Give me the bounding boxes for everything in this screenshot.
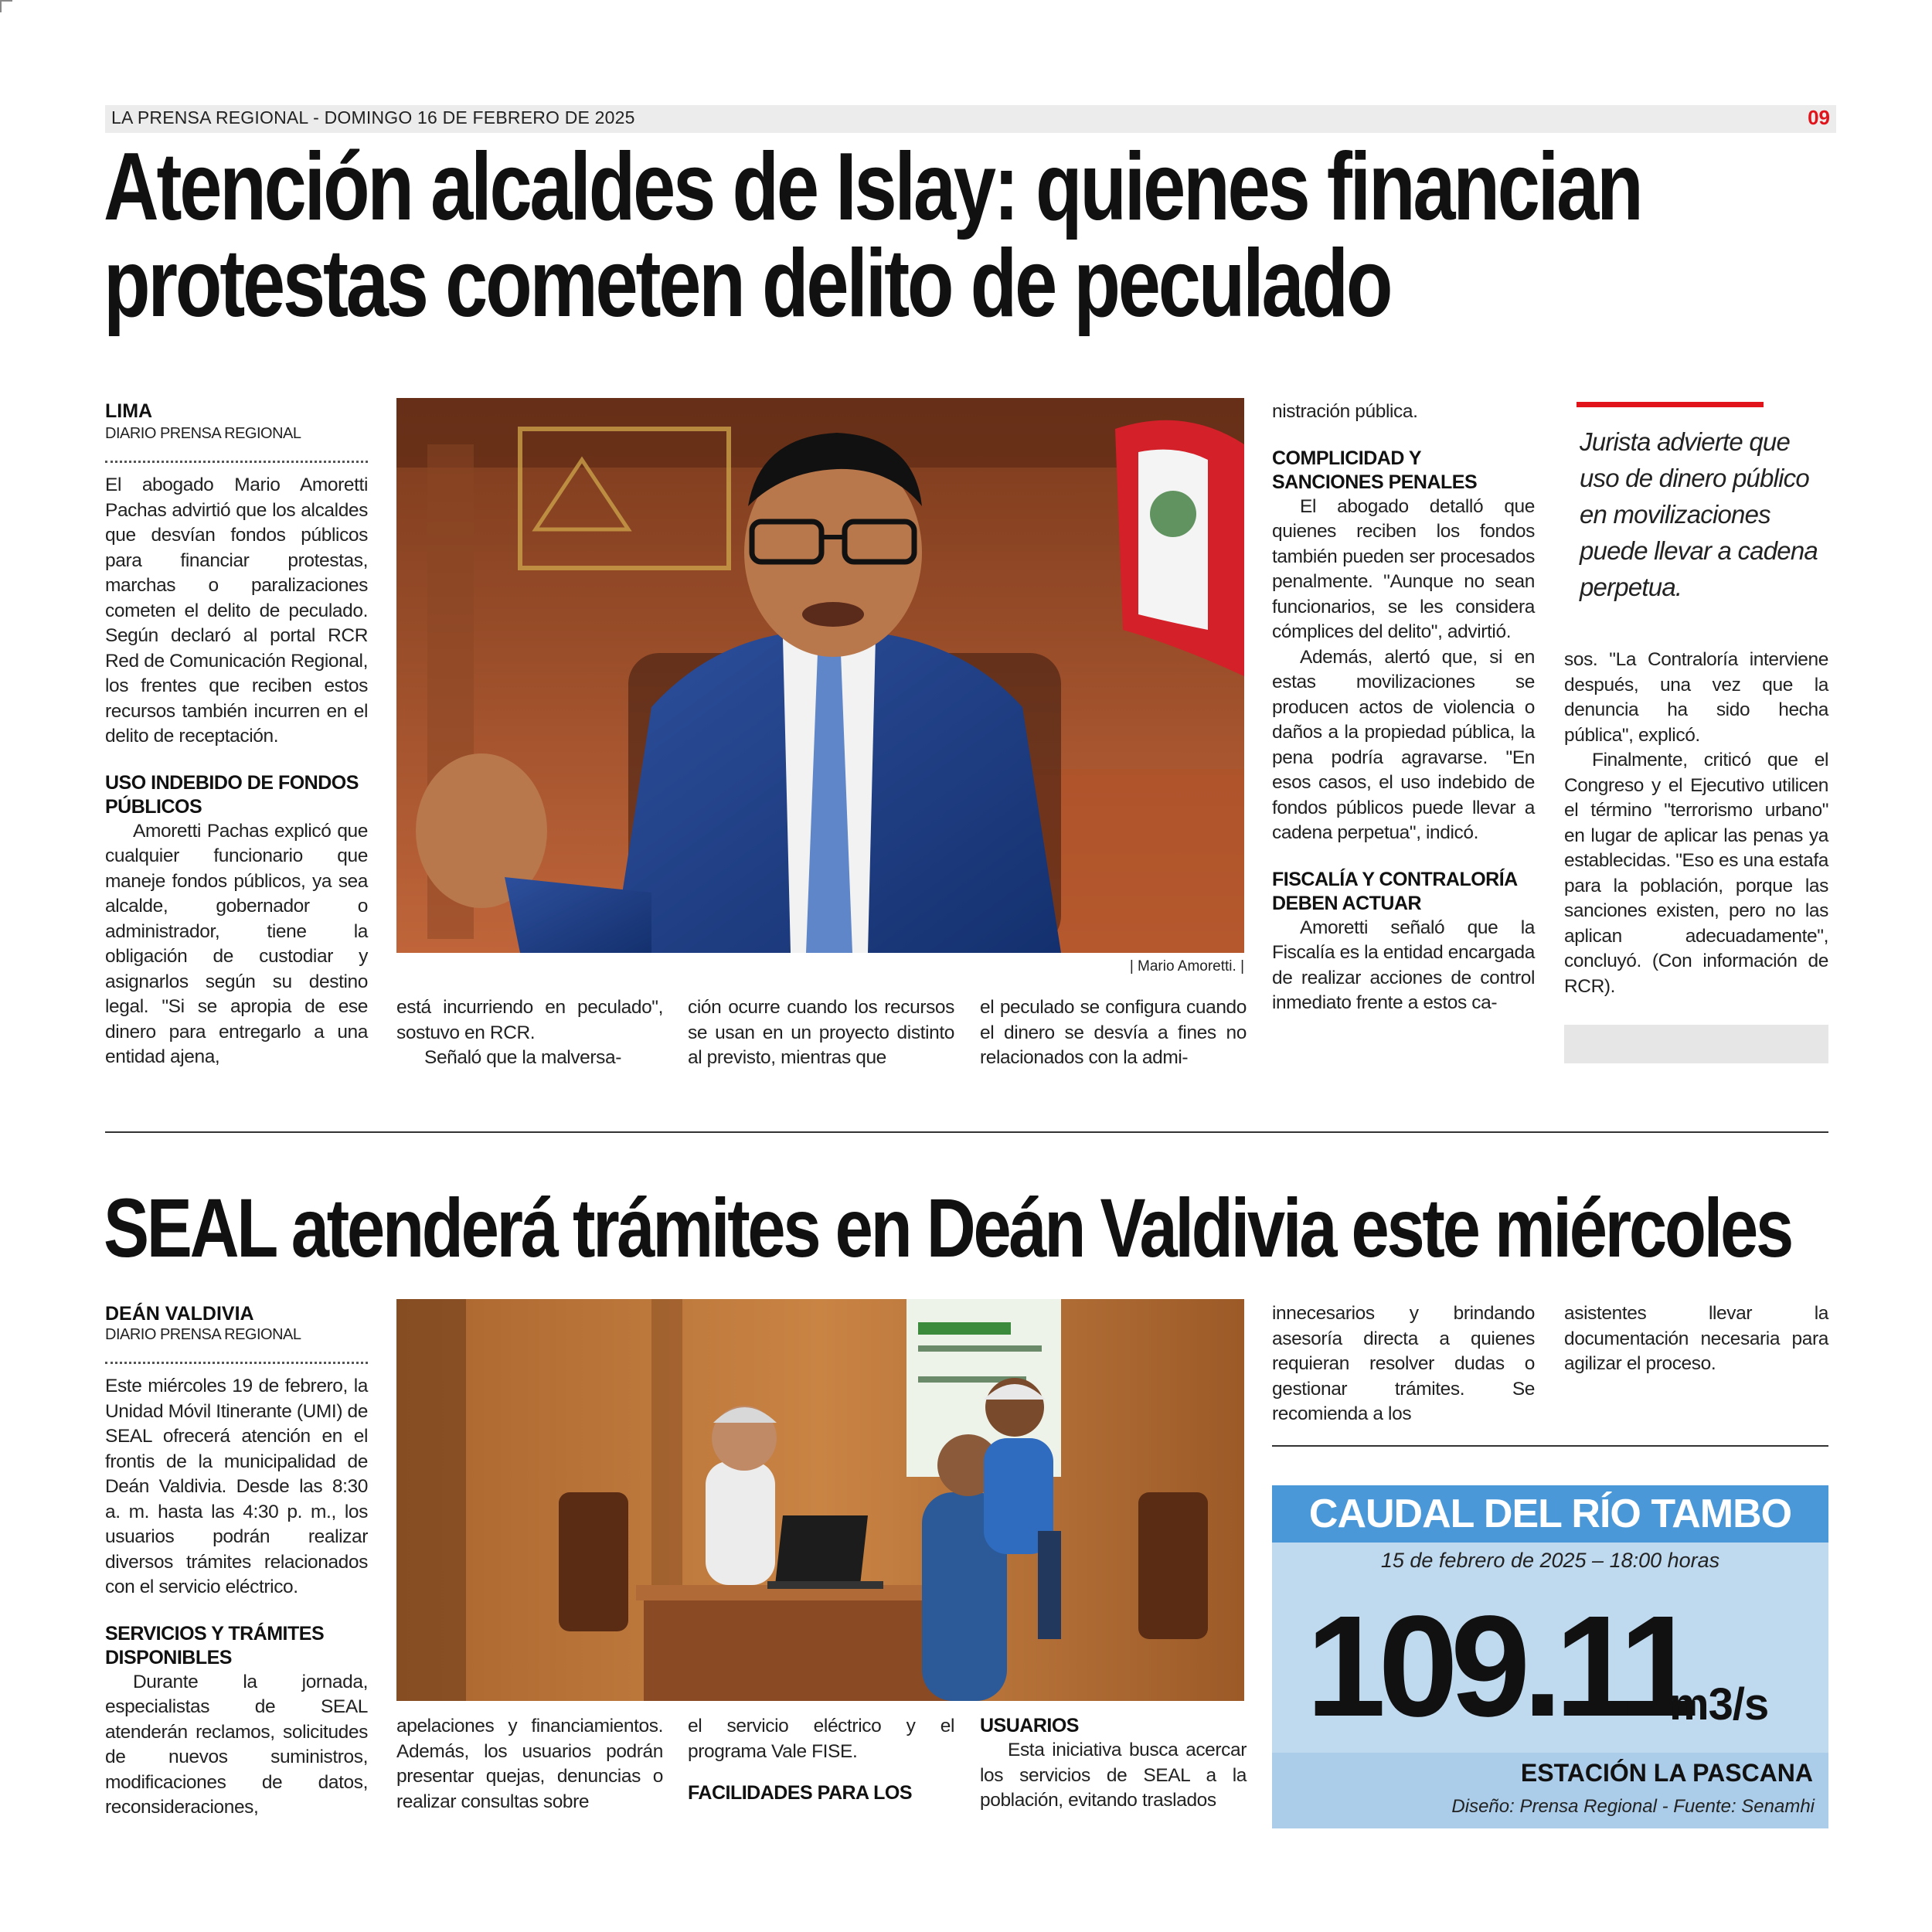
paragraph: Amoretti Pachas explicó que cualquier funcionario que maneje fondos públicos, ya sea alcalde, gobernador o administrador, tiene la obligación de custodiar y asignarlos según su destino legal. "Si se apropia de ese dinero para entregarlo a una entidad ajena, <box>105 820 368 1067</box>
article1-column-1 <box>105 473 368 1070</box>
paragraph: Finalmente, criticó que el Congreso y el Ejecutivo utilicen el término "terrorismo urbano" en lugar de aplicar las penas ya establecidas. "Eso es una estafa para la población, porque las sanciones existen, pero no las aplican adecuadamente", concluyó. (Con información de RCR). <box>1564 750 1828 997</box>
paragraph: sos. "La Contraloría interviene después, una vez que la denuncia ha sido hecha pública", explicó. <box>1564 649 1828 746</box>
paragraph: apelaciones y financiamientos. Además, los usuarios podrán presentar quejas, denuncias o realizar consultas sobre <box>396 1716 663 1812</box>
article2-column-2 <box>396 1714 663 1815</box>
subheading: USUARIOS <box>980 1715 1079 1736</box>
page-header-bar <box>105 105 1836 133</box>
article1-headline-line2: protestas cometen delito de peculado <box>104 230 1391 337</box>
grey-filler-box <box>1564 1025 1828 1063</box>
paragraph: Además, alertó que, si en estas movilizaciones se producen actos de violencia o daños a la propiedad pública, la pena podría agravarse. "En esos casos, el uso indebido de fondos públicos puede llevar a cadena perpetua", indicó. <box>1272 646 1535 843</box>
page-number: 09 <box>1808 106 1830 129</box>
publication-line: LA PRENSA REGIONAL - DOMINGO 16 DE FEBRERO DE 2025 <box>111 107 635 128</box>
caudal-title: CAUDAL DEL RÍO TAMBO <box>1272 1485 1828 1543</box>
paragraph: Este miércoles 19 de febrero, la Unidad Móvil Itinerante (UMI) de SEAL ofrecerá atención en el frontis de la municipalidad de Deán Valdivia. Desde las 8:30 a. m. hasta las 4:30 p. m., los usuarios podrán realizar diversos trámites relacionados con el servicio eléctrico. <box>105 1376 368 1597</box>
article2-column-6 <box>1564 1301 1828 1377</box>
photo-caption: | Mario Amoretti. | <box>1129 958 1244 975</box>
article2-column-3 <box>688 1714 954 1805</box>
article1-column-3 <box>688 995 954 1071</box>
article1-column-2 <box>396 995 663 1071</box>
subheading: USO INDEBIDO DE FONDOS PÚBLICOS <box>105 771 359 818</box>
paragraph: El abogado Mario Amoretti Pachas advirtió que los alcaldes que desvían fondos públicos para financiar protestas, marchas o paralizaciones cometen el delito de peculado. Según declaró al portal RCR Red de Comunicación Regional, los frentes que reciben estos recursos también incurren en el delito de receptación. <box>105 474 368 747</box>
paragraph: Durante la jornada, especialistas de SEAL atenderán reclamos, solicitudes de nuevos suministros, modificaciones de datos, reconsideraciones, <box>105 1671 368 1818</box>
article2-headline: SEAL atenderá trámites en Deán Valdivia este miércoles <box>104 1181 1791 1274</box>
article1-column-5 <box>1272 400 1535 1016</box>
article1-source: DIARIO PRENSA REGIONAL <box>105 425 301 442</box>
section-divider <box>105 1131 1828 1133</box>
paragraph: el servicio eléctrico y el programa Vale FISE. <box>688 1716 954 1762</box>
subheading: SERVICIOS Y TRÁMITES DISPONIBLES <box>105 1622 325 1668</box>
caudal-unit: m3/s <box>1669 1679 1769 1730</box>
dotted-divider <box>105 1362 368 1364</box>
paragraph: El abogado detalló que quienes reciben los fondos también pueden ser procesados penalmente. "Aunque no sean funcionarios, se les considera cómplices del delito", advirtió. <box>1272 495 1535 642</box>
article2-dateline: DEÁN VALDIVIA <box>105 1303 254 1325</box>
paragraph: nistración pública. <box>1272 401 1418 422</box>
quote-accent-bar <box>1577 402 1764 407</box>
article2-column-4 <box>980 1714 1247 1814</box>
subheading: COMPLICIDAD Y SANCIONES PENALES <box>1272 447 1478 493</box>
article1-column-6 <box>1564 648 1828 999</box>
paragraph: ción ocurre cuando los recursos se usan en un proyecto distinto al previsto, mientras que <box>688 997 954 1068</box>
subheading: FACILIDADES PARA LOS <box>688 1782 913 1804</box>
article1-dateline: LIMA <box>105 400 153 422</box>
article1-photo <box>396 398 1244 953</box>
dotted-divider <box>105 461 368 463</box>
pull-quote: Jurista advierte que uso de dinero público en movilizaciones puede llevar a cadena perpetua. <box>1580 427 1818 601</box>
article2-column-5 <box>1272 1301 1535 1427</box>
article2-photo <box>396 1299 1244 1701</box>
photo-mario-amoretti <box>396 398 1244 953</box>
subheading: FISCALÍA Y CONTRALORÍA DEBEN ACTUAR <box>1272 868 1517 914</box>
paragraph: Esta iniciativa busca acercar los servicios de SEAL a la población, evitando traslados <box>980 1740 1247 1811</box>
photo-seal-attention <box>396 1299 1244 1701</box>
paragraph: Amoretti señaló que la Fiscalía es la entidad encargada de realizar acciones de control inmediato frente a estos ca- <box>1272 917 1535 1013</box>
caudal-station: ESTACIÓN LA PASCANA <box>1520 1759 1813 1787</box>
caudal-top-rule <box>1272 1445 1828 1447</box>
crop-mark <box>0 0 12 12</box>
paragraph: Señaló que la malversa- <box>424 1047 622 1068</box>
article2-source: DIARIO PRENSA REGIONAL <box>105 1326 301 1343</box>
article1-column-4 <box>980 995 1247 1071</box>
paragraph: asistentes llevar la documentación necesaria para agilizar el proceso. <box>1564 1303 1828 1374</box>
article2-column-1 <box>105 1374 368 1821</box>
caudal-date: 15 de febrero de 2025 – 18:00 horas <box>1380 1549 1720 1572</box>
caudal-value: 109.11 <box>1306 1587 1692 1747</box>
article1-headline-line1: Atención alcaldes de Islay: quienes financian <box>104 134 1641 240</box>
paragraph: innecesarios y brindando asesoría directa a quienes requieran resolver dudas o gestionar trámites. Se recomienda a los <box>1272 1303 1535 1424</box>
paragraph: el peculado se configura cuando el dinero se desvía a fines no relacionados con la admi- <box>980 997 1247 1068</box>
caudal-credit: Diseño: Prensa Regional - Fuente: Senamhi <box>1451 1796 1815 1817</box>
paragraph: está incurriendo en peculado", sostuvo en RCR. <box>396 997 663 1043</box>
